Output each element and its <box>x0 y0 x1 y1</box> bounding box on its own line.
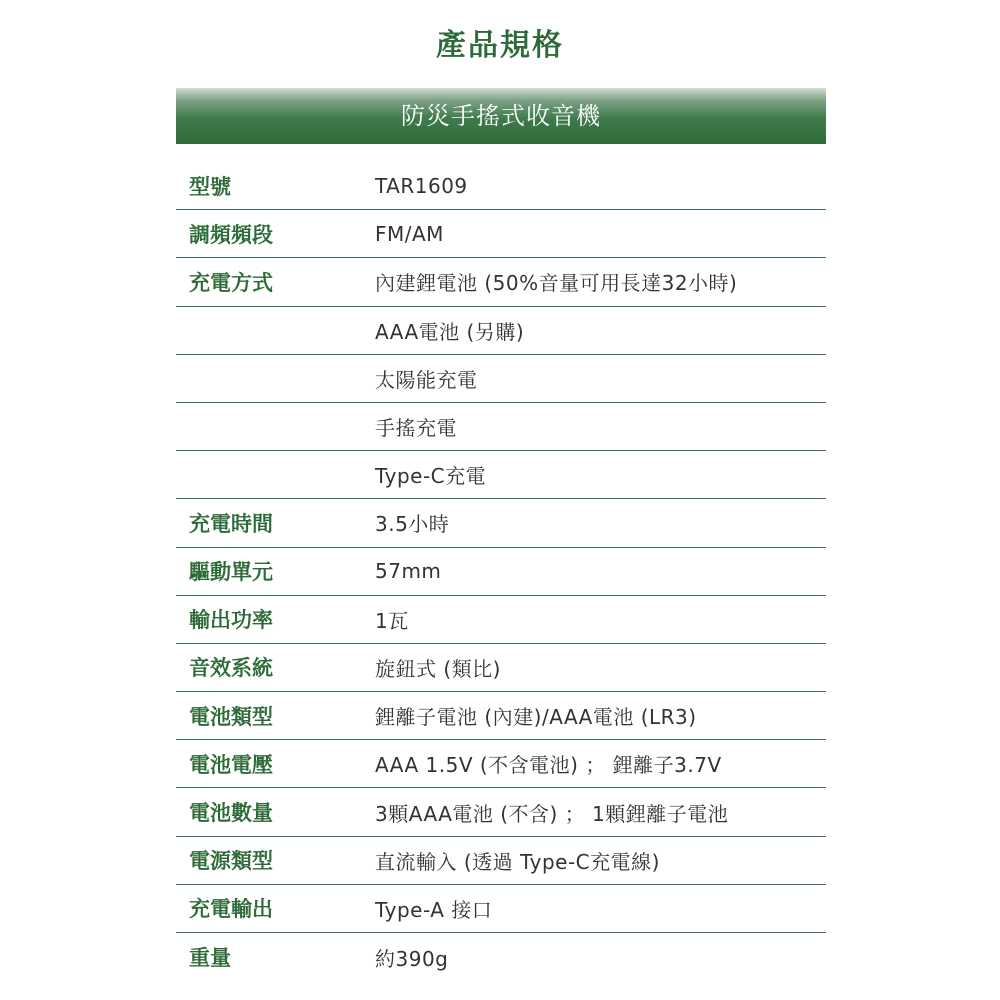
spec-value: Type-C充電 <box>375 464 487 489</box>
product-name: 防災手搖式收音機 <box>401 102 601 130</box>
spec-value: 直流輸入 (透過 Type-C充電線) <box>375 849 660 874</box>
spec-value: 手搖充電 <box>375 416 457 441</box>
spec-value: 3.5小時 <box>375 512 450 537</box>
spec-row <box>176 933 826 981</box>
spec-value: TAR1609 <box>375 173 468 198</box>
spec-row <box>176 740 826 788</box>
spec-label: 充電時間 <box>189 511 273 536</box>
spec-value: Type-A 接口 <box>375 897 493 922</box>
spec-row <box>176 403 826 451</box>
spec-label: 輸出功率 <box>189 608 273 633</box>
spec-row <box>176 307 826 355</box>
spec-value: FM/AM <box>375 221 444 246</box>
spec-value: 旋鈕式 (類比) <box>375 656 501 681</box>
spec-label: 電池電壓 <box>189 752 273 777</box>
spec-label: 音效系統 <box>189 656 273 681</box>
spec-row <box>176 499 826 547</box>
spec-row <box>176 451 826 499</box>
spec-row <box>176 837 826 885</box>
spec-label: 調頻頻段 <box>189 222 273 247</box>
spec-row <box>176 644 826 692</box>
spec-value: 太陽能充電 <box>375 367 478 392</box>
spec-label: 電池數量 <box>189 801 273 826</box>
product-name-banner <box>176 88 826 144</box>
spec-value: 3顆AAA電池 (不含) ； 1顆鋰離子電池 <box>375 801 729 826</box>
spec-table <box>176 162 826 981</box>
spec-row <box>176 885 826 933</box>
spec-value: AAA電池 (另購) <box>375 319 525 344</box>
spec-value: 1瓦 <box>375 608 409 633</box>
spec-row <box>176 210 826 258</box>
spec-label: 充電方式 <box>189 270 273 295</box>
page-title: 產品規格 <box>436 28 564 63</box>
spec-label: 驅動單元 <box>189 560 273 585</box>
spec-label: 電池類型 <box>189 704 273 729</box>
spec-value: AAA 1.5V (不含電池) ； 鋰離子3.7V <box>375 753 722 778</box>
spec-row <box>176 692 826 740</box>
spec-value: 內建鋰電池 (50%音量可用長達32小時) <box>375 271 738 296</box>
spec-row <box>176 596 826 644</box>
spec-row <box>176 162 826 210</box>
spec-row <box>176 355 826 403</box>
spec-label: 重量 <box>189 946 231 971</box>
spec-row <box>176 788 826 836</box>
spec-row <box>176 548 826 596</box>
spec-label: 充電輸出 <box>189 897 273 922</box>
spec-row <box>176 258 826 306</box>
spec-value: 鋰離子電池 (內建)/AAA電池 (LR3) <box>375 705 697 730</box>
spec-value: 57mm <box>375 559 442 584</box>
spec-value: 約390g <box>375 946 449 971</box>
spec-label: 型號 <box>189 174 231 199</box>
spec-label: 電源類型 <box>189 849 273 874</box>
